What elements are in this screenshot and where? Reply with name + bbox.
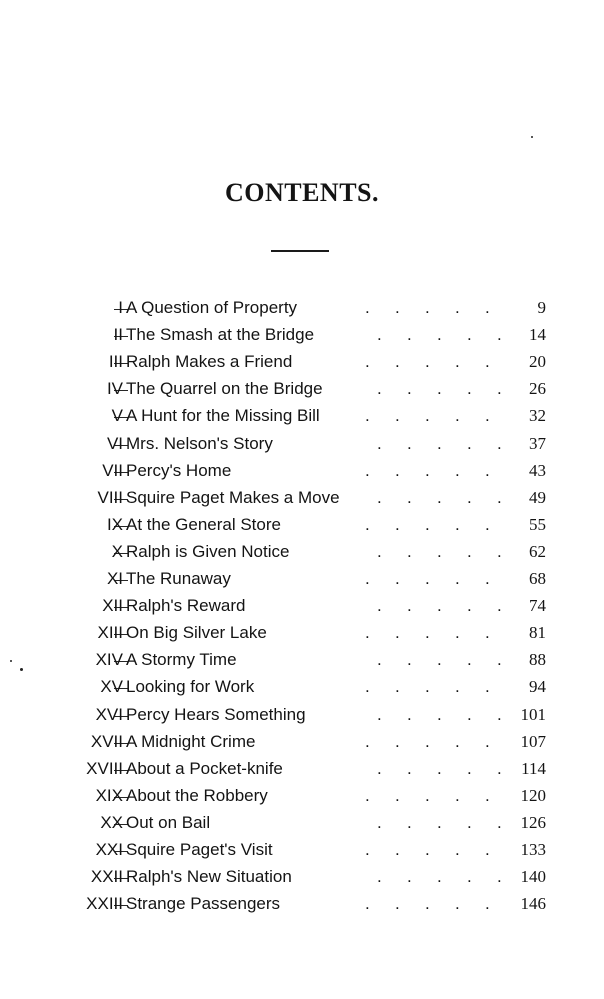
chapter-title: Ralph Makes a Friend <box>126 352 293 371</box>
chapter-title: Out on Bail <box>126 813 211 832</box>
chapter-title: On Big Silver Lake <box>126 623 267 642</box>
chapter-numeral: IX <box>106 515 123 534</box>
toc-entry: XXIII Strange Passengers . . . . . 146 <box>0 892 604 916</box>
chapter-title: The Runaway <box>126 569 231 588</box>
page-number: 68 <box>529 569 546 588</box>
contents-heading: CONTENTS. <box>224 178 380 207</box>
chapter-title: At the General Store <box>126 515 281 534</box>
page-number: 94 <box>529 677 546 696</box>
toc-entry: X Ralph is Given Notice . . . . . 62 <box>0 540 604 564</box>
chapter-title: Looking for Work <box>126 677 255 696</box>
chapter-numeral: XXIII <box>86 894 123 913</box>
chapter-title: The Smash at the Bridge <box>126 325 315 344</box>
chapter-numeral: VIII <box>97 488 123 507</box>
chapter-numeral: XIX <box>95 786 123 805</box>
page-number: 81 <box>529 623 546 642</box>
toc-entry: XI The Runaway . . . . . 68 <box>0 567 604 591</box>
toc-entry: XXII Ralph's New Situation . . . . . 140 <box>0 865 604 889</box>
page-number: 107 <box>520 732 546 751</box>
page-number: 43 <box>529 461 546 480</box>
chapter-title: About the Robbery <box>126 786 268 805</box>
chapter-title: Strange Passengers <box>126 894 281 913</box>
toc-entry: VI Mrs. Nelson's Story . . . . . 37 <box>0 432 604 456</box>
chapter-numeral: XIII <box>97 623 123 642</box>
toc-entry: V A Hunt for the Missing Bill . . . . . 32 <box>0 404 604 428</box>
page-number: 14 <box>529 325 546 344</box>
toc-entry: XVI Percy Hears Something . . . . . 101 <box>0 703 604 727</box>
page-number: 88 <box>529 650 546 669</box>
chapter-title: Ralph's Reward <box>126 596 246 615</box>
chapter-title: A Stormy Time <box>126 650 237 669</box>
chapter-numeral: X <box>111 542 123 561</box>
chapter-numeral: XV <box>100 677 123 696</box>
chapter-title: A Question of Property <box>126 298 298 317</box>
toc-entry: XIII On Big Silver Lake . . . . . 81 <box>0 621 604 645</box>
chapter-numeral: XII <box>102 596 123 615</box>
chapter-title: The Quarrel on the Bridge <box>126 379 323 398</box>
chapter-title: About a Pocket-knife <box>126 759 283 778</box>
toc-entry: XIV A Stormy Time . . . . . 88 <box>0 648 604 672</box>
chapter-numeral: XXII <box>90 867 123 886</box>
page-number: 49 <box>529 488 546 507</box>
chapter-title: A Midnight Crime <box>126 732 256 751</box>
heading-rule <box>271 250 329 252</box>
toc-entry: II The Smash at the Bridge . . . . . 14 <box>0 323 604 347</box>
toc-entry: XVII A Midnight Crime . . . . . 107 <box>0 730 604 754</box>
chapter-title: Squire Paget's Visit <box>126 840 273 859</box>
toc-entry: XX Out on Bail . . . . . 126 <box>0 811 604 835</box>
page-number: 133 <box>520 840 546 859</box>
toc-entry: XII Ralph's Reward . . . . . 74 <box>0 594 604 618</box>
page-number: 9 <box>537 298 546 317</box>
page-number: 126 <box>520 813 546 832</box>
toc-entry: III Ralph Makes a Friend . . . . . 20 <box>0 350 604 374</box>
toc-entry: IX At the General Store . . . . . 55 <box>0 513 604 537</box>
toc-entry: XV Looking for Work . . . . . 94 <box>0 675 604 699</box>
chapter-numeral: XXI <box>95 840 123 859</box>
page-number: 140 <box>520 867 546 886</box>
chapter-title: A Hunt for the Missing Bill <box>126 406 320 425</box>
page-number: 114 <box>521 759 546 778</box>
page-number: 146 <box>520 894 546 913</box>
page-number: 101 <box>520 705 546 724</box>
page-number: 62 <box>529 542 546 561</box>
page-number: 20 <box>529 352 546 371</box>
chapter-numeral: III <box>108 352 123 371</box>
chapter-numeral: XVII <box>90 732 123 751</box>
page-number: 74 <box>529 596 546 615</box>
page-number: 55 <box>529 515 546 534</box>
page-number: 37 <box>529 434 546 453</box>
chapter-numeral: XVI <box>95 705 123 724</box>
toc-entry: XXI Squire Paget's Visit . . . . . 133 <box>0 838 604 862</box>
chapter-numeral: I <box>118 298 123 317</box>
chapter-numeral: XI <box>106 569 123 588</box>
chapter-title: Percy Hears Something <box>126 705 306 724</box>
chapter-title: Percy's Home <box>126 461 232 480</box>
chapter-numeral: VII <box>102 461 123 480</box>
toc-entry: VII Percy's Home . . . . . 43 <box>0 459 604 483</box>
page-number: 26 <box>529 379 546 398</box>
chapter-title: Ralph's New Situation <box>126 867 292 886</box>
page-number: 32 <box>529 406 546 425</box>
toc-entry: IV The Quarrel on the Bridge . . . . . 26 <box>0 377 604 401</box>
scan-speck <box>531 136 533 138</box>
toc-entry: I A Question of Property . . . . . 9 <box>0 296 604 320</box>
chapter-numeral: XVIII <box>86 759 123 778</box>
chapter-numeral: V <box>111 406 123 425</box>
toc-entry: XIX About the Robbery . . . . . 120 <box>0 784 604 808</box>
chapter-numeral: VI <box>106 434 123 453</box>
chapter-title: Mrs. Nelson's Story <box>126 434 273 453</box>
chapter-numeral: XIV <box>95 650 123 669</box>
chapter-title: Squire Paget Makes a Move <box>126 488 340 507</box>
page-number: 120 <box>520 786 546 805</box>
chapter-numeral: XX <box>100 813 123 832</box>
chapter-title: Ralph is Given Notice <box>126 542 290 561</box>
toc-entry: VIII Squire Paget Makes a Move . . . . . 49 <box>0 486 604 510</box>
chapter-numeral: II <box>113 325 123 344</box>
chapter-numeral: IV <box>106 379 123 398</box>
toc-entry: XVIII About a Pocket-knife . . . . . 114 <box>0 757 604 781</box>
